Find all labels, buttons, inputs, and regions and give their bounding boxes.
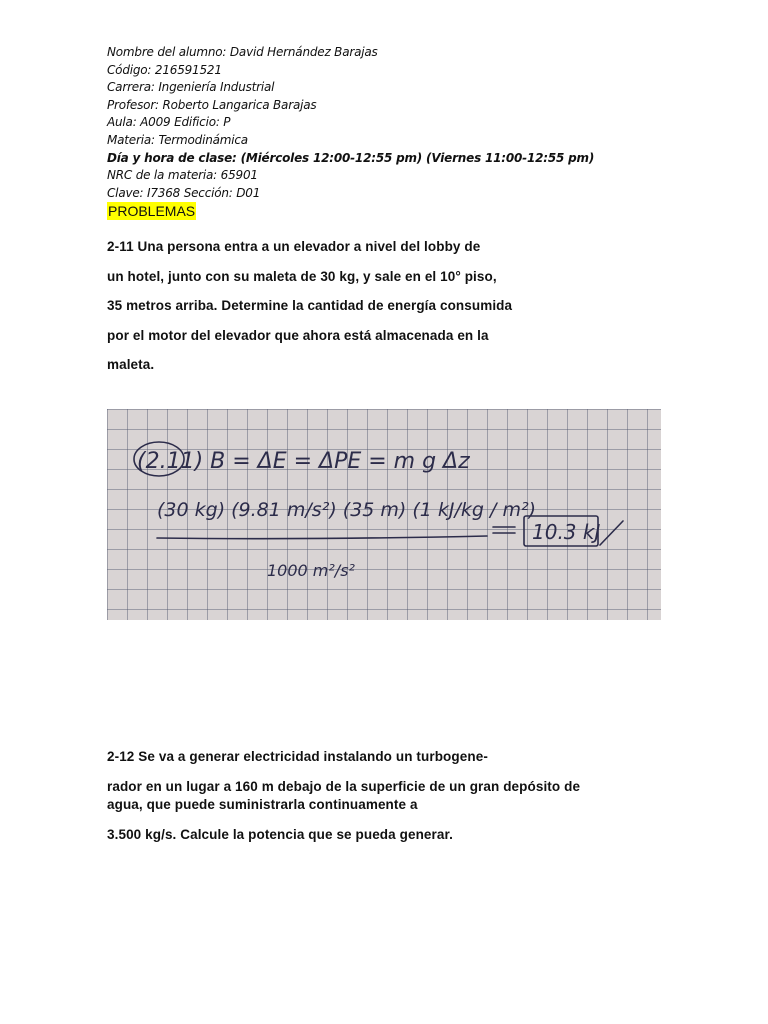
student-info-block: [107, 44, 707, 202]
handwritten-line-1: (2.11) B = ΔE = ΔPE = m g Δz: [137, 449, 470, 474]
problem-line: por el motor del elevador que ahora está almacenada en la: [107, 327, 489, 343]
handwritten-line-2: (30 kg) (9.81 m/s²) (35 m) (1 kJ/kg / m²): [157, 499, 536, 521]
problem-line: 3.500 kg/s. Calcule la potencia que se pueda generar.: [107, 827, 453, 842]
problem-line: 2-11 Una persona entra a un elevador a nivel del lobby de: [107, 239, 481, 254]
section-heading-highlighted: PROBLEMAS: [108, 203, 196, 219]
professor-line: Profesor: Roberto Langarica Barajas: [107, 97, 317, 112]
problem-line: 35 metros arriba. Determine la cantidad de energía consumida: [107, 298, 513, 313]
fraction-bar: [157, 536, 487, 539]
key-section-line: Clave: I7368 Sección: D01: [107, 185, 261, 200]
class-schedule-line: Día y hora de clase: (Miércoles 12:00-12:55 pm) (Viernes 11:00-12:55 pm): [107, 150, 595, 165]
problem-line: agua, que puede suministrarla continuamente a: [107, 797, 418, 812]
problem-2-12-statement: [107, 748, 667, 844]
problem-2-11-statement: [107, 232, 667, 380]
nrc-line: NRC de la materia: 65901: [107, 168, 258, 183]
problem-line: rador en un lugar a 160 m debajo de la superficie de un gran depósito de: [107, 779, 581, 794]
subject-line: Materia: Termodinámica: [107, 132, 248, 147]
student-name-line: Nombre del alumno: David Hernández Barajas: [107, 45, 378, 59]
check-mark: [600, 521, 623, 545]
handwritten-result: 10.3 kJ: [532, 520, 601, 544]
problem-line: un hotel, junto con su maleta de 30 kg, y sale en el 10° piso,: [107, 268, 497, 284]
handwritten-solution-photo: [107, 409, 661, 620]
student-code-line: Código: 216591521: [107, 62, 222, 77]
problem-line: 2-12 Se va a generar electricidad instalando un turbogene-: [107, 749, 488, 764]
problem-line: maleta.: [107, 357, 155, 372]
career-line: Carrera: Ingeniería Industrial: [107, 80, 275, 95]
equals-sign: [493, 527, 515, 533]
handwritten-line-3: 1000 m²/s²: [267, 561, 355, 580]
classroom-line: Aula: A009 Edificio: P: [107, 115, 231, 130]
